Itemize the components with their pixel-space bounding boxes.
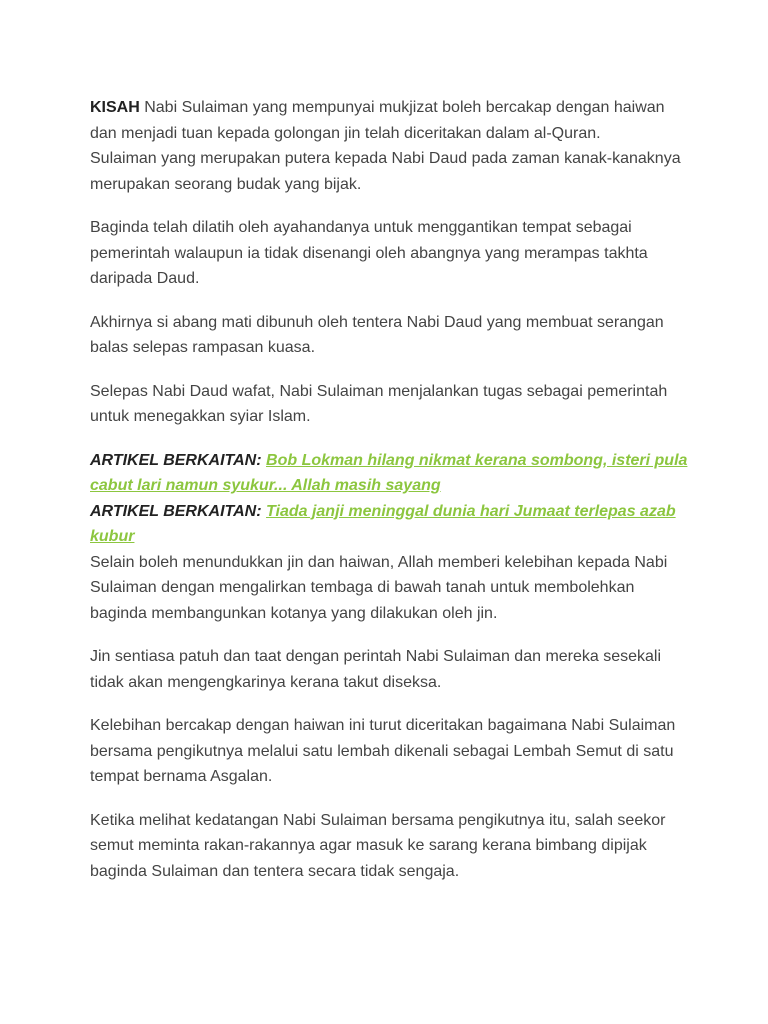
- paragraph-lembah-semut: Kelebihan bercakap dengan haiwan ini turut diceritakan bagaimana Nabi Sulaiman bersama pengikutnya melalui satu lembah dikenali sebagai Lembah Semut di satu tempat bernama Asgalan.: [90, 717, 676, 785]
- paragraph-semut: Ketika melihat kedatangan Nabi Sulaiman bersama pengikutnya itu, salah seekor semut meminta rakan-rakannya agar masuk ke sarang kerana bimbang dipijak baginda Sulaiman dan tentera secara tidak sengaja.: [90, 811, 666, 880]
- related-link-jumaat[interactable]: Tiada janji meninggal dunia hari Jumaat terlepas azab kubur: [90, 502, 676, 545]
- paragraph-intro: [90, 95, 690, 146]
- paragraph-tembaga: Selain boleh menundukkan jin dan haiwan, Allah memberi kelebihan kepada Nabi Sulaiman dengan mengalirkan tembaga di bawah tanah untuk membolehkan baginda membangunkan kotanya yang dilakukan oleh jin.: [90, 553, 668, 622]
- related-link-bob-lokman[interactable]: Bob Lokman hilang nikmat kerana sombong, isteri pula cabut lari namun syukur... Allah masih sayang: [90, 451, 688, 494]
- paragraph-training: Baginda telah dilatih oleh ayahandanya untuk menggantikan tempat sebagai pemerintah walaupun ia tidak disenangi oleh abangnya yang merampas takhta daripada Daud.: [90, 219, 648, 287]
- intro-lead-word: KISAH: [90, 99, 140, 116]
- related-label: ARTIKEL BERKAITAN:: [90, 451, 262, 469]
- related-article-2: [90, 499, 690, 550]
- related-article-1: [90, 448, 690, 499]
- paragraph-brother-death: Akhirnya si abang mati dibunuh oleh tentera Nabi Daud yang membuat serangan balas selepas rampasan kuasa.: [90, 313, 664, 356]
- intro-text: Nabi Sulaiman yang mempunyai mukjizat boleh bercakap dengan haiwan dan menjadi tuan kepada golongan jin telah diceritakan dalam al-Quran.: [90, 99, 665, 142]
- article-body: [90, 95, 690, 902]
- paragraph-daud-wafat: Selepas Nabi Daud wafat, Nabi Sulaiman menjalankan tugas sebagai pemerintah untuk menegakkan syiar Islam.: [90, 382, 668, 425]
- paragraph-jin-patuh: Jin sentiasa patuh dan taat dengan perintah Nabi Sulaiman dan mereka sesekali tidak akan mengengkarinya kerana takut diseksa.: [90, 648, 662, 691]
- paragraph-sulaiman-childhood: Sulaiman yang merupakan putera kepada Nabi Daud pada zaman kanak-kanaknya merupakan seorang budak yang bijak.: [90, 150, 681, 193]
- related-label: ARTIKEL BERKAITAN:: [90, 502, 262, 520]
